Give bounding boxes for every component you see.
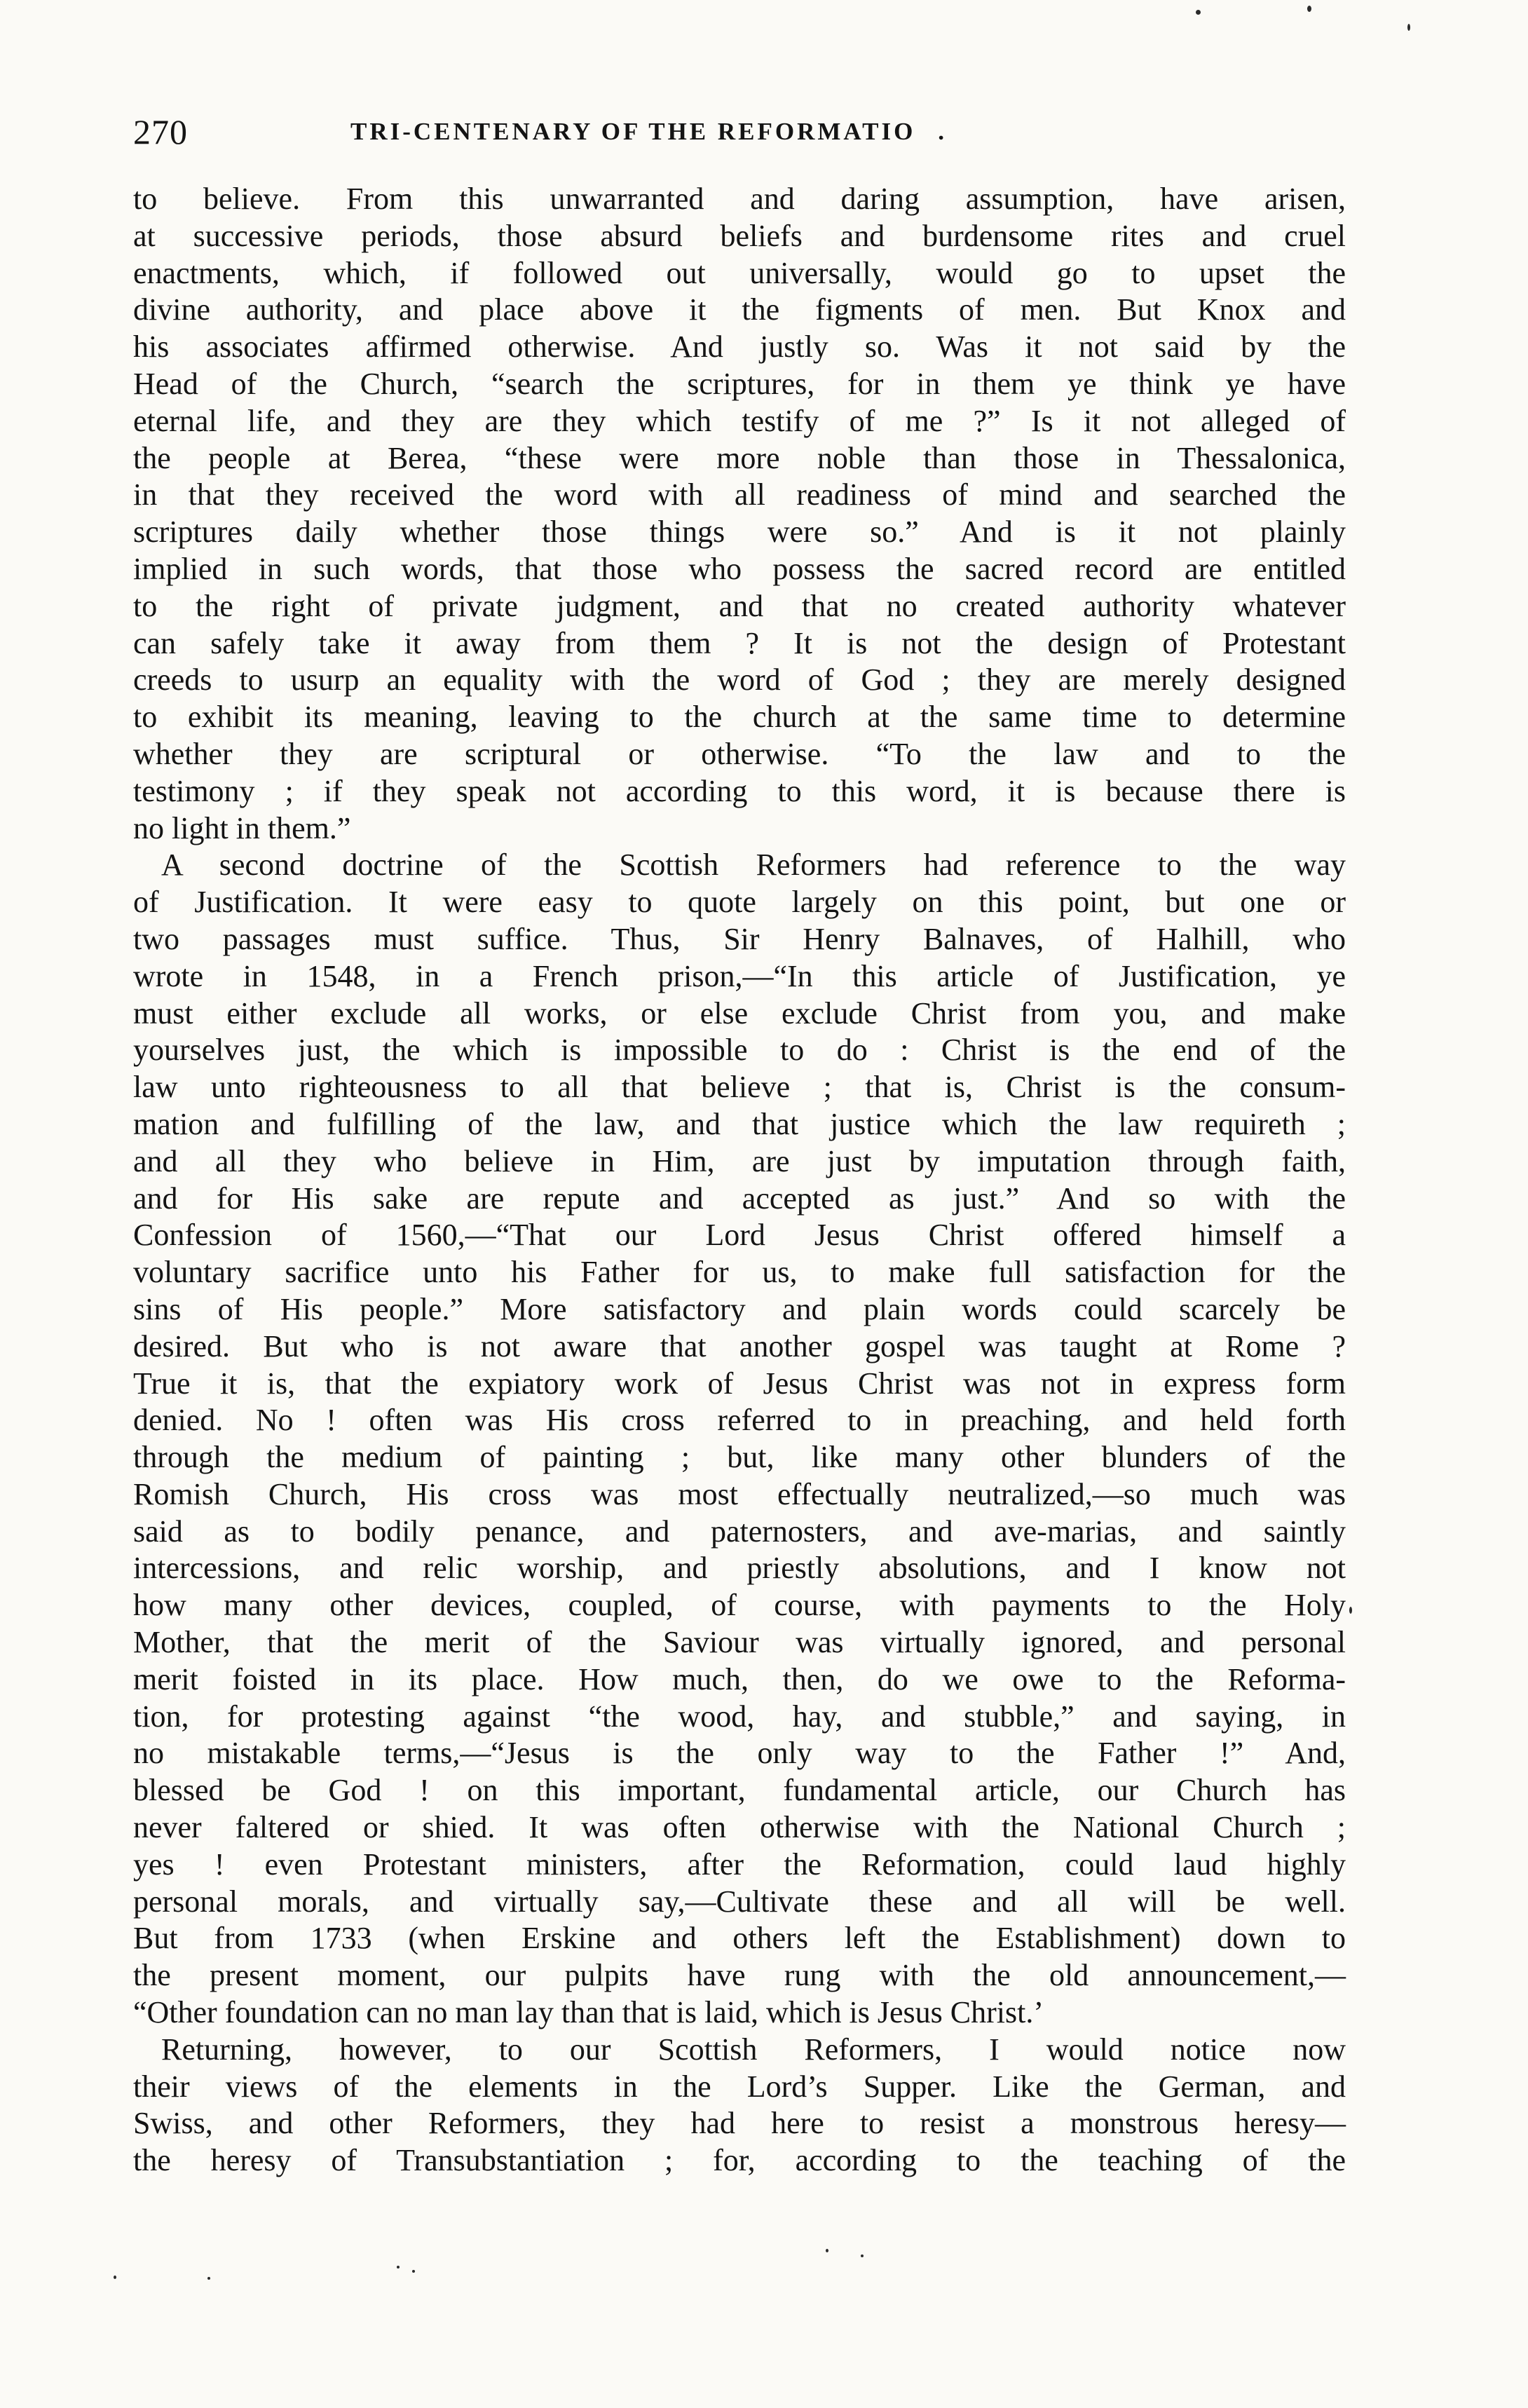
- text-line: through the medium of painting ; but, like many other blunders of the: [133, 1440, 1346, 1475]
- text-line: and for His sake are repute and accepted as just.” And so with the: [133, 1181, 1346, 1216]
- text-line: divine authority, and place above it the figments of men. But Knox and: [133, 292, 1346, 327]
- scan-speck: [1407, 24, 1410, 31]
- text-line: Romish Church, His cross was most effectually neutralized,—so much was: [133, 1476, 1346, 1511]
- running-title: TRI-CENTENARY OF THE REFORMATIO.: [350, 118, 948, 145]
- text-line: his associates affirmed otherwise. And justly so. Was it not said by the: [133, 329, 1346, 365]
- text-line: enactments, which, if followed out universally, would go to upset the: [133, 255, 1346, 290]
- text-line: blessed be God ! on this important, fundamental article, our Church has: [133, 1773, 1346, 1808]
- text-line: to believe. From this unwarranted and daring assumption, have arisen,: [133, 182, 1346, 216]
- text-line: denied. No ! often was His cross referred to in preaching, and held forth: [133, 1403, 1346, 1438]
- text-line: their views of the elements in the Lord’s Supper. Like the German, and: [133, 2069, 1346, 2104]
- text-line: no mistakable terms,—“Jesus is the only way to the Father !” And,: [133, 1736, 1346, 1771]
- text-line: sins of His people.” More satisfactory and plain words could scarcely be: [133, 1291, 1346, 1326]
- text-line: the people at Berea, “these were more noble than those in Thessalonica,: [133, 440, 1346, 475]
- text-line: merit foisted in its place. How much, then, do we owe to the Reforma-: [133, 1661, 1346, 1696]
- text-line: no light in them.”: [133, 810, 351, 845]
- text-line: the heresy of Transubstantiation ; for, according to the teaching of the: [133, 2143, 1346, 2178]
- text-line: to the right of private judgment, and that no created authority whatever: [133, 588, 1346, 623]
- text-line: of Justification. It were easy to quote largely on this point, but one or: [133, 885, 1346, 920]
- text-line: yourselves just, the which is impossible to do : Christ is the end of the: [133, 1033, 1346, 1068]
- text-line: testimony ; if they speak not according to this word, it is because there is: [133, 773, 1346, 808]
- text-line: Mother, that the merit of the Saviour was virtually ignored, and personal: [133, 1625, 1346, 1660]
- text-line: scriptures daily whether those things were so.” And is it not plainly: [133, 515, 1346, 550]
- text-line: yes ! even Protestant ministers, after the Reformation, could laud highly: [133, 1846, 1346, 1882]
- scan-speck: [1196, 10, 1201, 15]
- page-number: 270: [133, 112, 188, 151]
- text-line: creeds to usurp an equality with the word of God ; they are merely designed: [133, 662, 1346, 698]
- scan-speck: [412, 2270, 415, 2273]
- text-line: said as to bodily penance, and paternosters, and ave-marias, and saintly: [133, 1513, 1346, 1549]
- text-line: must either exclude all works, or else exclude Christ from you, and make: [133, 995, 1346, 1030]
- text-line: desired. But who is not aware that another gospel was taught at Rome ?: [133, 1328, 1346, 1363]
- text-line: A second doctrine of the Scottish Reformers had reference to the way: [161, 848, 1346, 883]
- text-line: can safely take it away from them ? It is not the design of Protestant: [133, 625, 1346, 660]
- text-line: implied in such words, that those who possess the sacred record are entitled: [133, 551, 1346, 586]
- text-line: law unto righteousness to all that believe ; that is, Christ is the consum-: [133, 1070, 1346, 1105]
- body-text: [133, 181, 1346, 2179]
- scan-speck: [397, 2266, 400, 2268]
- scan-speck: [826, 2249, 828, 2252]
- scan-speck: [861, 2254, 864, 2257]
- scan-speck: [207, 2277, 210, 2280]
- scan-speck: [1349, 1607, 1352, 1614]
- text-line: voluntary sacrifice unto his Father for us, to make full satisfaction for the: [133, 1255, 1346, 1290]
- text-line: tion, for protesting against “the wood, hay, and stubble,” and saying, in: [133, 1699, 1346, 1734]
- text-line: Head of the Church, “search the scriptures, for in them ye think ye have: [133, 366, 1346, 401]
- text-line: Confession of 1560,—“That our Lord Jesus Christ offered himself a: [133, 1218, 1346, 1253]
- text-line: whether they are scriptural or otherwise. “To the law and to the: [133, 736, 1346, 771]
- scan-speck: [1307, 6, 1311, 12]
- text-line: “Other foundation can no man lay than that is laid, which is Jesus Christ.’: [133, 1995, 1044, 2030]
- text-line: at successive periods, those absurd beliefs and burdensome rites and cruel: [133, 218, 1346, 253]
- text-line: how many other devices, coupled, of course, with payments to the Holy: [133, 1588, 1346, 1623]
- text-line: personal morals, and virtually say,—Cultivate these and all will be well.: [133, 1884, 1346, 1919]
- text-line: never faltered or shied. It was often otherwise with the National Church ;: [133, 1810, 1346, 1845]
- scan-speck: [114, 2276, 116, 2279]
- text-line: But from 1733 (when Erskine and others left the Establishment) down to: [133, 1921, 1346, 1956]
- text-line: eternal life, and they are they which testify of me ?” Is it not alleged of: [133, 403, 1346, 438]
- text-line: to exhibit its meaning, leaving to the church at the same time to determine: [133, 700, 1346, 735]
- running-head: [133, 111, 1346, 153]
- text-line: True it is, that the expiatory work of Jesus Christ was not in express form: [133, 1366, 1346, 1401]
- text-line: two passages must suffice. Thus, Sir Henry Balnaves, of Halhill, who: [133, 921, 1346, 956]
- text-line: mation and fulfilling of the law, and that justice which the law requireth ;: [133, 1106, 1346, 1141]
- text-line: Swiss, and other Reformers, they had here to resist a monstrous heresy—: [133, 2106, 1346, 2141]
- text-line: wrote in 1548, in a French prison,—“In this article of Justification, ye: [133, 958, 1346, 993]
- text-line: and all they who believe in Him, are just by imputation through faith,: [133, 1143, 1346, 1178]
- text-line: intercessions, and relic worship, and priestly absolutions, and I know not: [133, 1551, 1346, 1586]
- text-line: in that they received the word with all readiness of mind and searched the: [133, 477, 1346, 512]
- text-line: Returning, however, to our Scottish Reformers, I would notice now: [161, 2032, 1346, 2067]
- text-line: the present moment, our pulpits have rung with the old announcement,—: [133, 1958, 1346, 1993]
